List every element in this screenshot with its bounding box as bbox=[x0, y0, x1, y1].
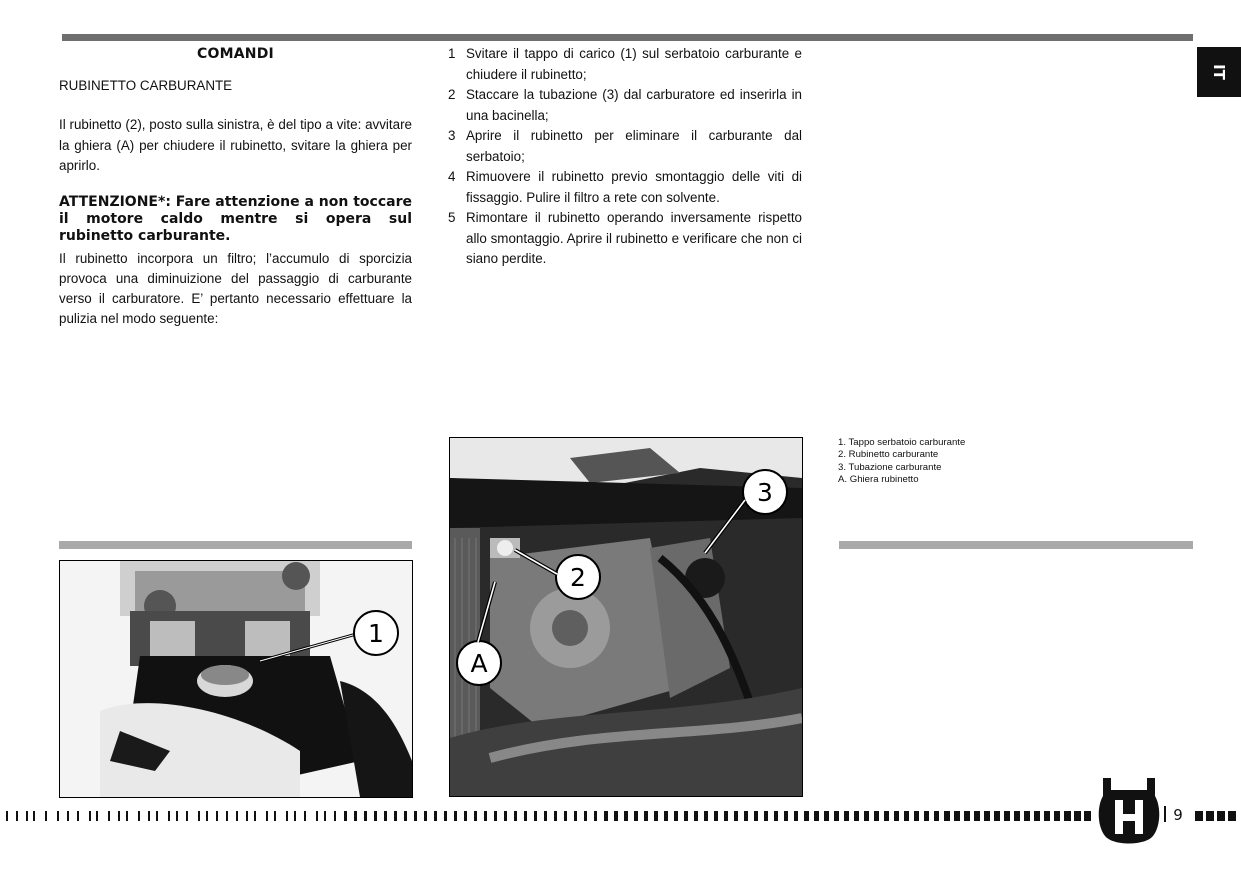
list-item: 3 Aprire il rubinetto per eliminare il carburante dal serbatoio; bbox=[448, 128, 802, 164]
intro-paragraph: Il rubinetto (2), posto sulla sinistra, è del tipo a vite: avvitare la ghiera (A) per chiudere il rubinetto, svitare la ghiera per aprirlo. bbox=[59, 117, 412, 173]
subsection-title: RUBINETTO CARBURANTE bbox=[59, 77, 233, 93]
legend-item: 2. Rubinetto carburante bbox=[838, 449, 939, 461]
list-item: 4 Rimuovere il rubinetto previo smontaggio delle viti di fissaggio. Pulire il filtro a rete con solvente. bbox=[448, 169, 802, 205]
procedure-steps bbox=[448, 44, 802, 270]
figure-legend bbox=[838, 437, 965, 487]
husqvarna-logo-icon bbox=[1097, 776, 1161, 848]
bottom-tick-strip-right bbox=[1195, 808, 1241, 824]
callout-1: 1 bbox=[353, 610, 399, 656]
tank-cap-photo bbox=[59, 560, 413, 798]
legend-item: 1. Tappo serbatoio carburante bbox=[838, 437, 966, 448]
bottom-tick-strip bbox=[0, 808, 1095, 824]
section-title: COMANDI bbox=[197, 46, 274, 62]
filter-paragraph: Il rubinetto incorpora un filtro; l’accumulo di sporcizia provoca una diminuizione del passaggio di carburante verso il carburatore. E’ pertanto necessario effettuare la pulizia nel modo seguente: bbox=[59, 250, 412, 326]
procedure-column bbox=[448, 44, 802, 270]
callout-3: 3 bbox=[742, 469, 788, 515]
list-item: 5 Rimontare il rubinetto operando inversamente rispetto allo smontaggio. Aprire il rubinetto e verificare che non ci siano perdite. bbox=[448, 210, 802, 266]
section-divider bbox=[59, 541, 412, 549]
list-item: 1 Svitare il tappo di carico (1) sul serbatoio carburante e chiudere il rubinetto; bbox=[448, 46, 802, 82]
list-item: 2 Staccare la tubazione (3) dal carburatore ed inserirla in una bacinella; bbox=[448, 87, 802, 123]
left-column bbox=[59, 44, 412, 329]
warning-text: ATTENZIONE*: Fare attenzione a non toccare il motore caldo mentre si opera sul rubinetto carburante. bbox=[59, 193, 412, 244]
callout-2: 2 bbox=[555, 554, 601, 600]
page-number: 9 bbox=[1173, 806, 1183, 824]
language-tab: IT bbox=[1197, 47, 1241, 97]
section-divider bbox=[839, 541, 1193, 549]
top-rule bbox=[62, 34, 1193, 41]
legend-item: A. Ghiera rubinetto bbox=[838, 474, 919, 486]
legend-item: 3. Tubazione carburante bbox=[838, 461, 942, 473]
callout-a: A bbox=[456, 640, 502, 686]
